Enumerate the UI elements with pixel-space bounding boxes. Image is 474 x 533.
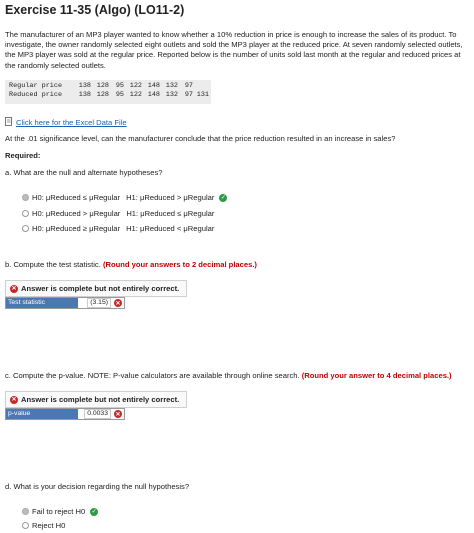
table-cell: 132 — [165, 82, 178, 90]
part-b-text: b. Compute the test statistic. — [5, 260, 101, 269]
radio-button[interactable] — [22, 522, 29, 529]
table-cell: 128 — [96, 90, 109, 99]
part-a-prompt: a. What are the null and alternate hypotheses? — [5, 168, 163, 177]
decision-option-1[interactable] — [22, 507, 98, 516]
error-icon: ✕ — [115, 411, 121, 418]
radio-button[interactable] — [22, 210, 29, 217]
h1-label: H1: μReduced ≤ μRegular — [126, 209, 215, 218]
h0-label: H0: μReduced ≤ μRegular — [32, 193, 121, 202]
excel-link-row[interactable] — [5, 117, 127, 128]
check-icon: ✓ — [91, 509, 97, 515]
hypothesis-option-3[interactable] — [22, 224, 214, 233]
answer-label: p-value — [6, 409, 78, 419]
table-cell: 95 — [115, 82, 124, 90]
table-row — [5, 91, 211, 100]
part-c-prompt — [5, 371, 452, 380]
problem-text: The manufacturer of an MP3 player wanted to know whether a 10% reduction in price is enough to increase the sales of its product. To investigate, the owner randomly selected eight outlets and sold the MP3 player at the reduced price. At seven randomly selected outlets, the MP3 player was sold at the regular price. Reported below is the number of units sold last month at the regular and reduced prices at the randomly selected outlets. — [5, 30, 463, 70]
required-label: Required: — [5, 151, 41, 160]
row-label: Regular price — [9, 82, 63, 90]
table-cell: 138 — [78, 82, 91, 90]
question-text: At the .01 significance level, can the manufacturer conclude that the price reduction resulted in an increase in sales? — [5, 134, 396, 143]
radio-button[interactable] — [22, 194, 29, 201]
answer-table — [5, 297, 125, 309]
table-cell: 132 — [165, 90, 178, 99]
answer-cell[interactable] — [78, 298, 124, 308]
h1-label: H1: μReduced > μRegular — [126, 193, 215, 202]
option-label: Reject H0 — [32, 521, 66, 530]
table-row — [5, 82, 211, 91]
check-icon: ✓ — [220, 195, 226, 201]
part-b-prompt — [5, 260, 257, 269]
table-cell: 122 — [129, 90, 142, 99]
answer-label: Test statistic — [6, 298, 78, 308]
error-icon: ✕ — [115, 300, 121, 307]
hypothesis-option-1[interactable] — [22, 193, 227, 202]
row-label: Reduced price — [9, 90, 63, 99]
radio-button[interactable] — [22, 508, 29, 515]
status-alert — [5, 391, 187, 408]
answer-table — [5, 408, 125, 420]
table-cell: 148 — [147, 82, 160, 90]
alert-text: Answer is complete but not entirely correct. — [21, 284, 180, 293]
part-c-instruction: (Round your answer to 4 decimal places.) — [301, 371, 452, 380]
data-table — [5, 80, 211, 104]
error-icon: ✕ — [11, 286, 17, 292]
h0-label: H0: μReduced ≥ μRegular — [32, 224, 121, 233]
part-c-text: c. Compute the p-value. NOTE: P-value calculators are available through online search. — [5, 371, 300, 380]
part-d-prompt: d. What is your decision regarding the null hypothesis? — [5, 482, 190, 491]
option-label: Fail to reject H0 — [32, 507, 86, 516]
table-cell: 131 — [196, 90, 209, 99]
table-cell: 128 — [96, 82, 109, 90]
table-cell: 148 — [147, 90, 160, 99]
table-cell: 95 — [115, 90, 124, 99]
excel-data-link[interactable]: Click here for the Excel Data File — [16, 118, 127, 127]
decision-option-2[interactable] — [22, 521, 65, 530]
h0-label: H0: μReduced > μRegular — [32, 209, 121, 218]
table-cell: 138 — [78, 90, 91, 99]
table-cell: 97 — [184, 90, 193, 99]
part-b-instruction: (Round your answers to 2 decimal places.) — [102, 260, 257, 269]
radio-button[interactable] — [22, 225, 29, 232]
file-icon — [5, 117, 13, 128]
table-cell: 122 — [129, 82, 142, 90]
answer-input[interactable]: (3.15) — [87, 298, 111, 308]
status-alert — [5, 280, 187, 297]
page-title: Exercise 11-35 (Algo) (LO11-2) — [5, 3, 185, 17]
answer-input[interactable]: 0.0033 — [84, 409, 111, 419]
table-cell: 97 — [184, 82, 193, 90]
h1-label: H1: μReduced < μRegular — [126, 224, 215, 233]
alert-text: Answer is complete but not entirely correct. — [21, 395, 180, 404]
error-icon: ✕ — [11, 397, 17, 403]
answer-cell[interactable] — [78, 409, 124, 419]
hypothesis-option-2[interactable] — [22, 209, 214, 218]
